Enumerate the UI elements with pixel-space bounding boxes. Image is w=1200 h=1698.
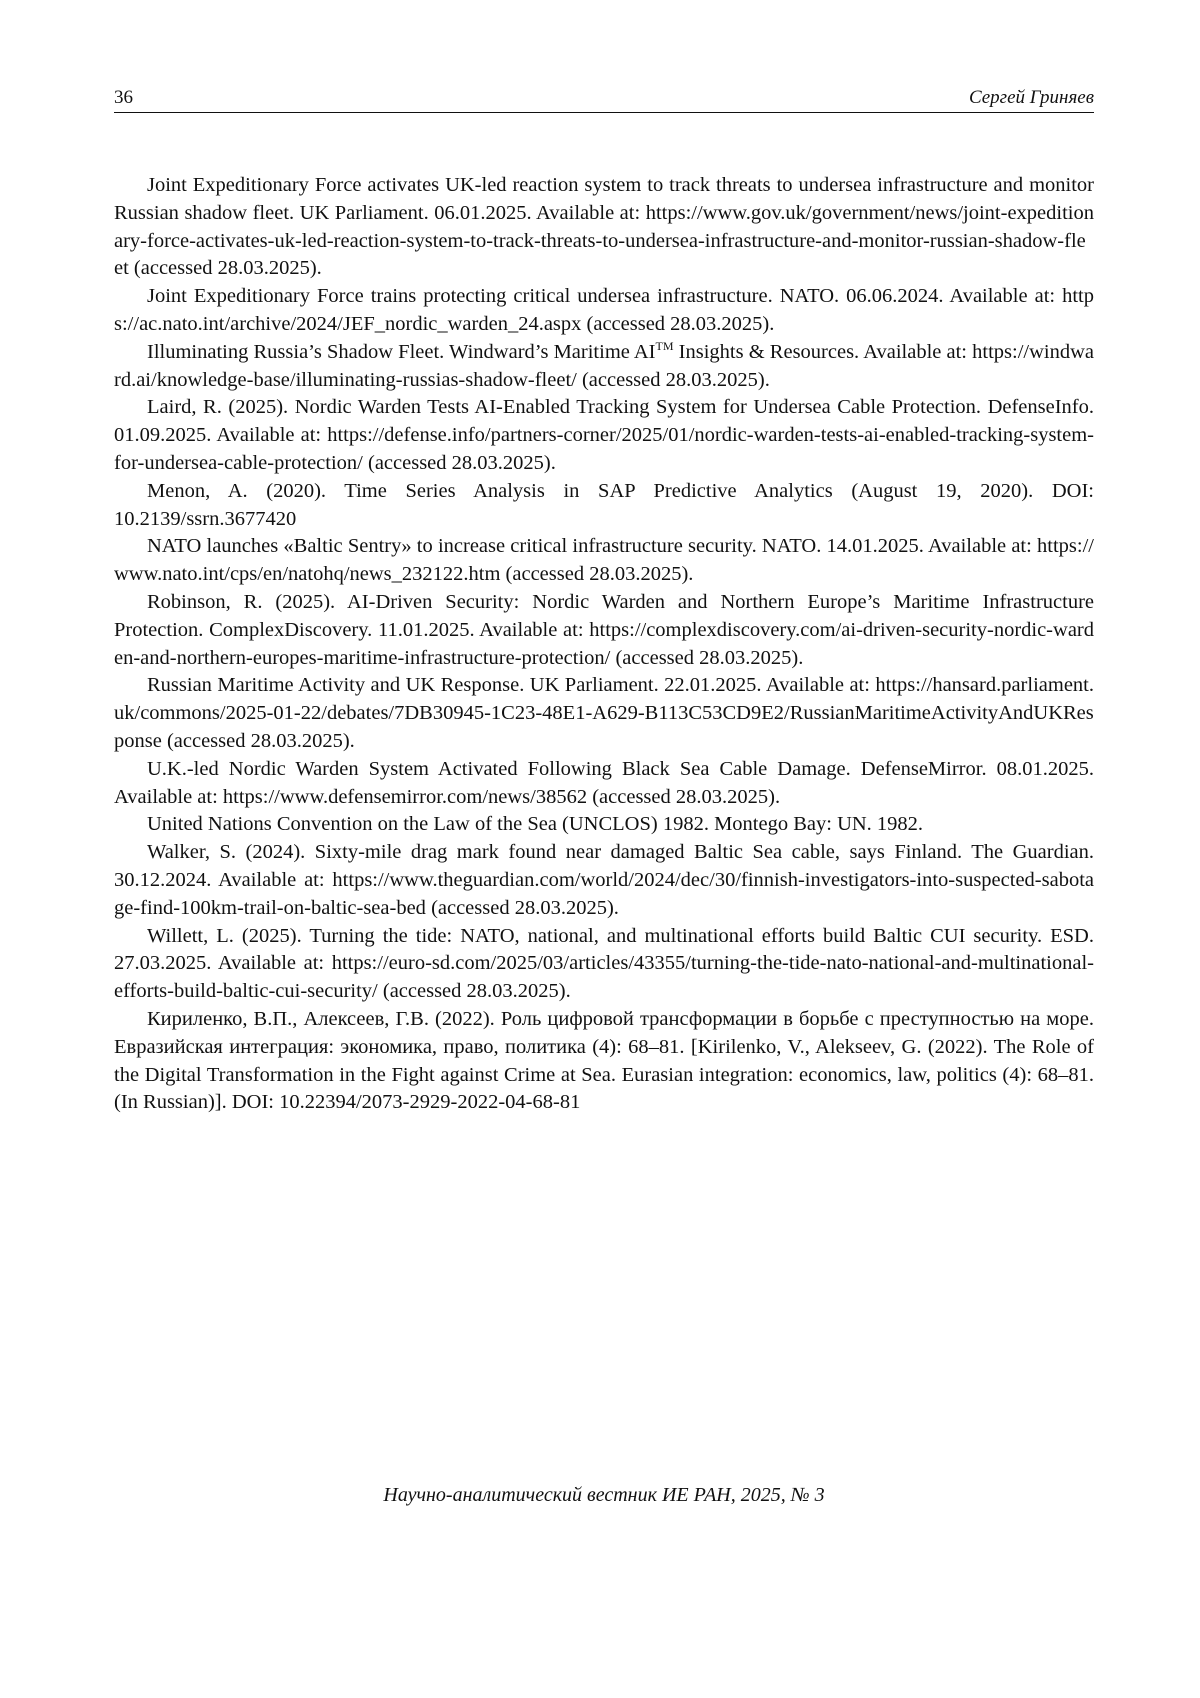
reference-item	[114, 672, 1094, 755]
reference-accessed: (accessed 28.03.2025).	[610, 646, 804, 669]
reference-url[interactable]: https://hansard.parliament.uk/commons/2025-01-22/debates/7DB30945-1C23-48E1-A629-B113C53CD9E2/RussianMaritimeActivityAndUKResponse	[114, 674, 1094, 752]
running-head-author: Сергей Гриняев	[968, 87, 1094, 108]
reference-text: Willett, L. (2025). Turning the tide: NATO, national, and multinational efforts build Baltic CUI security. ESD. 27.03.2025. Available at:	[114, 924, 1094, 975]
reference-url[interactable]: https://www.gov.uk/government/news/joint-expeditionary-force-activates-uk-led-reaction-system-to-track-threats-to-undersea-infrastructure-and-monitor-russian-shadow-fleet	[114, 201, 1094, 280]
reference-url[interactable]: https://www.theguardian.com/world/2024/dec/30/finnish-investigators-into-suspected-sabotage-find-100km-trail-on-baltic-sea-bed	[114, 868, 1094, 919]
reference-text: Joint Expeditionary Force trains protecting critical undersea infrastructure. NATO. 06.06.2024. Available at:	[147, 285, 1063, 308]
reference-item	[114, 589, 1094, 672]
reference-accessed: (accessed 28.03.2025).	[576, 368, 770, 391]
reference-accessed: (accessed 28.03.2025).	[161, 729, 355, 752]
reference-accessed: (accessed 28.03.2025).	[425, 896, 619, 919]
reference-url[interactable]: https://complexdiscovery.com/ai-driven-security-nordic-warden-and-northern-europes-maritime-infrastructure-protection/	[114, 618, 1094, 669]
reference-text: United Nations Convention on the Law of the Sea (UNCLOS) 1982. Montego Bay: UN. 1982.	[147, 813, 924, 836]
reference-list	[114, 172, 1094, 1117]
reference-text-continued: Insights & Resources. Available at:	[673, 340, 973, 363]
page-number: 36	[114, 87, 133, 108]
reference-item	[114, 172, 1094, 283]
reference-text: Кириленко, В.П., Алексеев, Г.В. (2022). Роль цифровой трансформации в борьбе с преступностью на море. Евразийская интеграция: экономика, право, политика (4): 68–81. [Kirilenko, V., Alekseev, G. (2022). The Role of the Digital Transformation in the Fight against Crime at Sea. Eurasian integration: economics, law, politics (4): 68–81. (In Russian)]. DOI: 10.22394/2073-2929-2022-04-68-81	[114, 1007, 1094, 1114]
page-header	[114, 86, 1094, 113]
reference-accessed: (accessed 28.03.2025).	[581, 312, 775, 335]
reference-accessed: (accessed 28.03.2025).	[377, 980, 571, 1003]
reference-url[interactable]: https://ac.nato.int/archive/2024/JEF_nordic_warden_24.aspx	[114, 285, 1094, 335]
reference-accessed: (accessed 28.03.2025).	[362, 451, 556, 474]
reference-text: Russian Maritime Activity and UK Response. UK Parliament. 22.01.2025. Available at:	[147, 674, 876, 697]
reference-url[interactable]: https://euro-sd.com/2025/03/articles/43355/turning-the-tide-nato-national-and-multinational-efforts-build-baltic-cui-security/	[114, 952, 1094, 1003]
journal-footer: Научно-аналитический вестник ИЕ РАН, 2025, № 3	[383, 1484, 825, 1506]
reference-item	[114, 394, 1094, 477]
reference-text: Menon, A. (2020). Time Series Analysis in SAP Predictive Analytics (August 19, 2020). DOI: 10.2139/ssrn.3677420	[114, 479, 1094, 530]
reference-item	[114, 811, 1094, 839]
reference-item	[114, 533, 1094, 589]
reference-item	[114, 923, 1094, 1006]
reference-item	[114, 478, 1094, 534]
reference-item	[114, 283, 1094, 339]
reference-item	[114, 756, 1094, 812]
reference-accessed: (accessed 28.03.2025).	[128, 257, 322, 280]
reference-text: NATO launches «Baltic Sentry» to increase critical infrastructure security. NATO. 14.01.2025. Available at:	[147, 535, 1038, 558]
reference-url[interactable]: https://www.defensemirror.com/news/38562	[222, 785, 588, 808]
reference-item	[114, 1006, 1094, 1117]
reference-url[interactable]: https://defense.info/partners-corner/2025/01/nordic-warden-tests-ai-enabled-tracking-system-for-undersea-cable-protection/	[114, 424, 1094, 474]
reference-url[interactable]: https://www.nato.int/cps/en/natohq/news_232122.htm	[114, 535, 1094, 586]
reference-accessed: (accessed 28.03.2025).	[587, 785, 781, 808]
trademark-superscript: TM	[655, 338, 674, 353]
reference-text: Joint Expeditionary Force activates UK-led reaction system to track threats to undersea infrastructure and monitor Russian shadow fleet. UK Parliament. 06.01.2025. Available at:	[114, 174, 1094, 224]
reference-text: Walker, S. (2024). Sixty-mile drag mark found near damaged Baltic Sea cable, says Finland. The Guardian. 30.12.2024. Available at:	[114, 841, 1094, 891]
reference-text: Laird, R. (2025). Nordic Warden Tests AI-Enabled Tracking System for Undersea Cable Protection. DefenseInfo. 01.09.2025. Available at:	[114, 396, 1094, 447]
reference-text: Illuminating Russia’s Shadow Fleet. Windward’s Maritime AI	[147, 340, 656, 363]
reference-item	[114, 339, 1094, 395]
reference-accessed: (accessed 28.03.2025).	[500, 563, 694, 586]
reference-text: Robinson, R. (2025). AI-Driven Security: Nordic Warden and Northern Europe’s Maritime Infrastructure Protection. ComplexDiscovery. 11.01.2025. Available at:	[114, 590, 1094, 641]
reference-text: U.K.-led Nordic Warden System Activated Following Black Sea Cable Damage. DefenseMirror. 08.01.2025. Available at:	[114, 757, 1094, 808]
reference-url[interactable]: https://windward.ai/knowledge-base/illuminating-russias-shadow-fleet/	[114, 340, 1094, 391]
reference-item	[114, 839, 1094, 922]
